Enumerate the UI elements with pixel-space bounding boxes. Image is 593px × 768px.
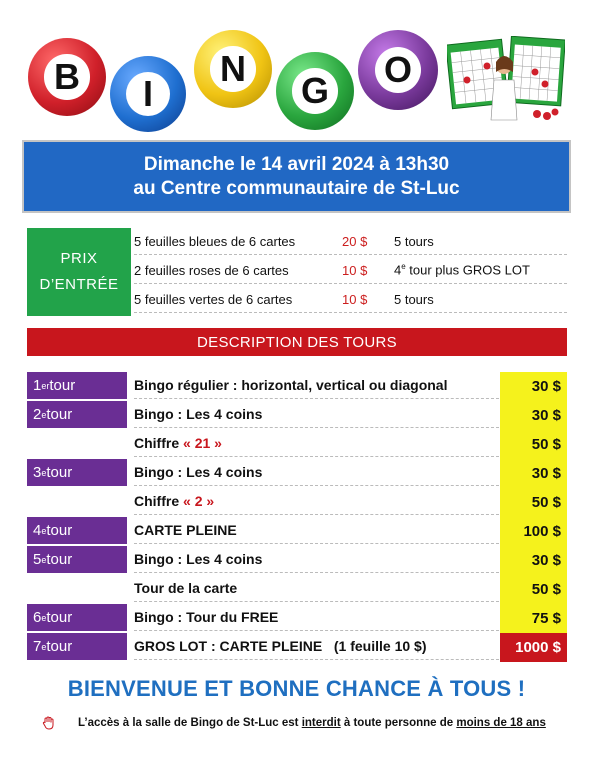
event-banner bbox=[22, 140, 571, 213]
entry-desc: 5 feuilles vertes de 6 cartes bbox=[134, 291, 293, 307]
tour-desc: GROS LOT : CARTE PLEINE (1 feuille 10 $) bbox=[134, 633, 499, 660]
tour-prize: 75 $ bbox=[500, 604, 567, 633]
welcome-message: BIENVENUE ET BONNE CHANCE À TOUS ! bbox=[67, 676, 526, 701]
tour-desc: Bingo régulier : horizontal, vertical ou diagonal bbox=[134, 372, 499, 399]
entry-turns: 4e tour plus GROS LOT bbox=[394, 262, 530, 278]
tour-row bbox=[27, 372, 567, 401]
hand-icon bbox=[42, 716, 56, 730]
entry-desc: 5 feuilles bleues de 6 cartes bbox=[134, 233, 296, 249]
entry-price: 20 $ bbox=[342, 233, 368, 249]
tour-desc: Chiffre « 2 » bbox=[134, 488, 499, 515]
tour-desc: Bingo : Les 4 coins bbox=[134, 546, 499, 573]
tour-row bbox=[27, 633, 567, 662]
entry-row bbox=[134, 228, 567, 255]
entry-price: 10 $ bbox=[342, 291, 368, 307]
tour-prize: 30 $ bbox=[500, 546, 567, 575]
tours-header: DESCRIPTION DES TOURS bbox=[27, 328, 567, 356]
entry-desc: 2 feuilles roses de 6 cartes bbox=[134, 262, 289, 278]
bingo-ball-g bbox=[276, 52, 354, 130]
bingo-ball-o bbox=[358, 30, 438, 110]
entry-row bbox=[134, 257, 567, 284]
tour-desc: Bingo : Les 4 coins bbox=[134, 401, 499, 428]
entry-price-label bbox=[27, 228, 131, 316]
notice-text: L’accès à la salle de Bingo de St-Luc est interdit à toute personne de moins de 18 ans bbox=[78, 717, 546, 729]
tour-prize: 100 $ bbox=[500, 517, 567, 546]
entry-turns: 5 tours bbox=[394, 291, 434, 307]
tour-desc: Chiffre « 21 » bbox=[134, 430, 499, 457]
tour-prize: 30 $ bbox=[500, 372, 567, 401]
ball-letter: B bbox=[53, 55, 80, 97]
tour-prize: 30 $ bbox=[500, 459, 567, 488]
tour-prize: 50 $ bbox=[500, 575, 567, 604]
entry-turns: 5 tours bbox=[394, 233, 434, 249]
event-date: Dimanche le 14 avril 2024 à 13h30 bbox=[143, 153, 450, 175]
entry-price: 10 $ bbox=[342, 262, 368, 278]
tour-row bbox=[27, 401, 567, 430]
bingo-ball-b bbox=[28, 38, 106, 116]
tour-row bbox=[27, 546, 567, 575]
tour-row bbox=[27, 604, 567, 633]
bingo-ball-i bbox=[110, 56, 186, 132]
tour-prize: 50 $ bbox=[500, 488, 567, 517]
tour-prize: 50 $ bbox=[500, 430, 567, 459]
event-location: au Centre communautaire de St-Luc bbox=[133, 177, 460, 199]
entry-price-section bbox=[27, 228, 567, 316]
bingo-ball-n bbox=[194, 30, 272, 108]
entry-label-line2: D’ENTRÉE bbox=[39, 276, 119, 293]
tour-desc: CARTE PLEINE bbox=[134, 517, 499, 544]
tour-label: 6 e tour bbox=[27, 604, 127, 631]
tour-prize: 30 $ bbox=[500, 401, 567, 430]
ball-letter: N bbox=[219, 47, 246, 89]
tour-row bbox=[27, 575, 567, 604]
tour-label: 4 e tour bbox=[27, 517, 127, 544]
tour-row bbox=[27, 517, 567, 546]
ball-letter: G bbox=[300, 69, 329, 111]
tour-label: 7 e tour bbox=[27, 633, 127, 660]
entry-row bbox=[134, 286, 567, 313]
entry-label-line1: PRIX bbox=[60, 250, 98, 267]
tour-label: 1 er tour bbox=[27, 372, 127, 399]
tour-row bbox=[27, 488, 567, 517]
ball-letter: I bbox=[142, 72, 153, 114]
tour-desc: Bingo : Les 4 coins bbox=[134, 459, 499, 486]
tour-label: 2 e tour bbox=[27, 401, 127, 428]
tour-row bbox=[27, 430, 567, 459]
bingo-title bbox=[28, 30, 448, 120]
tour-prize-jackpot: 1000 $ bbox=[500, 633, 567, 662]
tour-row bbox=[27, 459, 567, 488]
tour-desc: Tour de la carte bbox=[134, 575, 499, 602]
age-restriction-notice bbox=[42, 716, 562, 730]
tour-desc: Bingo : Tour du FREE bbox=[134, 604, 499, 631]
ball-letter: O bbox=[383, 48, 412, 90]
tour-label: 5 e tour bbox=[27, 546, 127, 573]
tour-label: 3 e tour bbox=[27, 459, 127, 486]
bingo-cards-illustration bbox=[447, 36, 565, 124]
